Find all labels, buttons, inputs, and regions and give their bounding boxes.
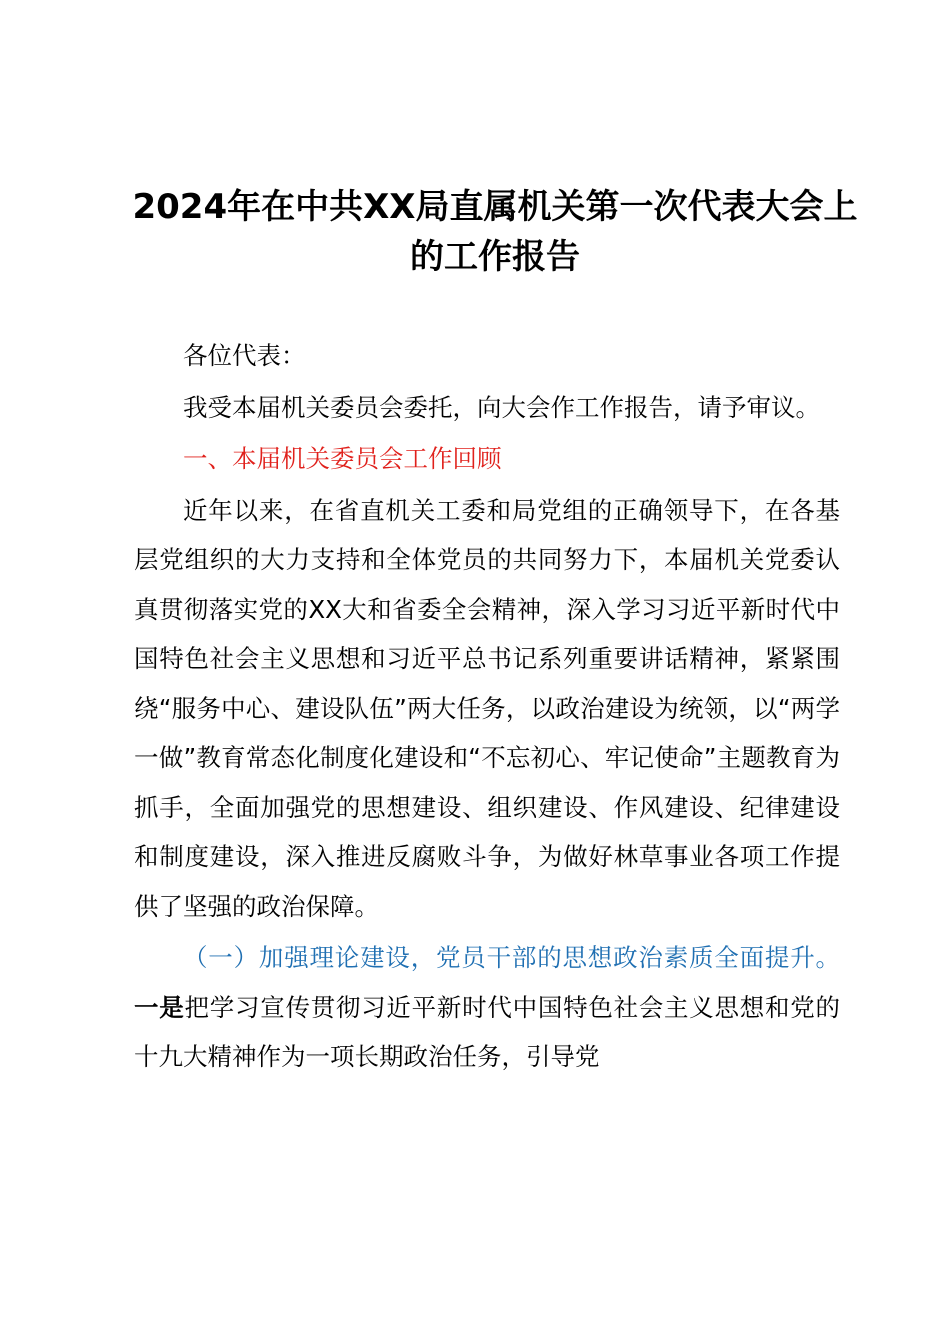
intro-paragraph: 我受本届机关委员会委托，向大会作工作报告，请予审议。 xyxy=(183,392,820,422)
subsection-lead: 一是 xyxy=(134,992,185,1022)
section-heading-review: 一、本届机关委员会工作回顾 xyxy=(183,444,502,473)
section-review-paragraph: 近年以来，在省直机关工委和局党组的正确领导下，在各基层党组织的大力支持和全体党员的共同努力下，本届机关党委认真贯彻落实党的XX大和省委全会精神，深入学习习近平新时代中国特色社会主义思想和习近平总书记系列重要讲话精神，紧紧围绕“服务中心、建设队伍”两大任务，以政治建设为统领，以“两学一做”教育常态化制度化建设和“不忘初心、牢记使命”主题教育为抓手，全面加强党的思想建设、组织建设、作风建设、纪律建设和制度建设，深入推进反腐败斗争，为做好林草事业各项工作提供了坚强的政治保障。 xyxy=(134,495,840,921)
subsection-heading-theory: （一）加强理论建设，党员干部的思想政治素质全面提升。 xyxy=(183,943,840,972)
document-title: 2024年在中共XX局直属机关第一次代表大会上的工作报告 xyxy=(132,187,858,277)
subsection-paragraph xyxy=(134,933,840,1082)
subsection-text: 把学习宣传贯彻习近平新时代中国特色社会主义思想和党的十九大精神作为一项长期政治任务，引导党 xyxy=(134,992,841,1071)
document-body xyxy=(134,331,840,1082)
salutation: 各位代表： xyxy=(183,341,306,370)
